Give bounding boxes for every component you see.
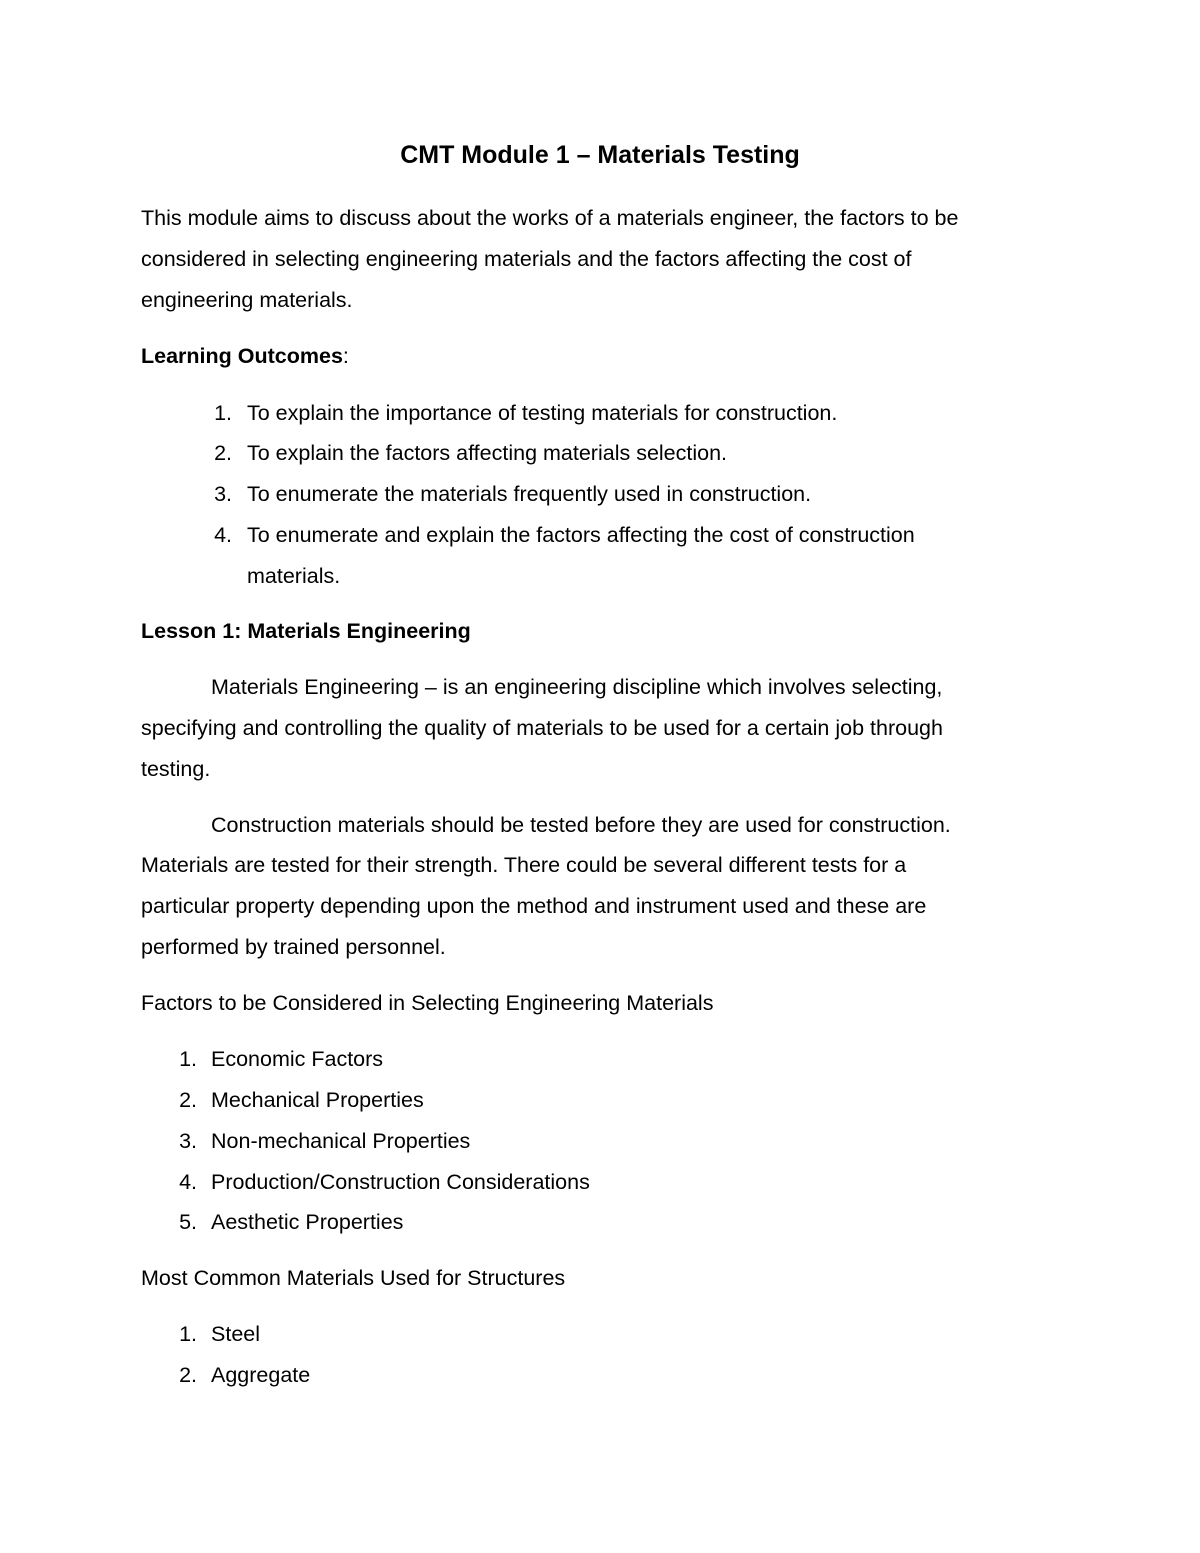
outcome-number: 2. — [214, 441, 232, 465]
outcome-item-1: To explain the importance of testing materials for construction. — [247, 401, 838, 425]
factor-item-4: Production/Construction Considerations — [211, 1170, 590, 1194]
factor-number: 2. — [179, 1088, 197, 1112]
lesson-1-para-1-line-2: specifying and controlling the quality of materials to be used for a certain job through — [141, 716, 943, 740]
page-title: CMT Module 1 – Materials Testing — [400, 141, 800, 169]
outcome-number: 4. — [214, 523, 232, 547]
outcome-item-3: To enumerate the materials frequently used in construction. — [247, 482, 812, 506]
factor-item-3: Non-mechanical Properties — [211, 1129, 471, 1153]
factor-item-2: Mechanical Properties — [211, 1088, 424, 1112]
lesson-1-para-2-line-2: Materials are tested for their strength. There could be several different tests for a — [141, 853, 907, 877]
lesson-1-para-2-line-3: particular property depending upon the method and instrument used and these are — [141, 894, 927, 918]
common-materials-heading: Most Common Materials Used for Structures — [141, 1266, 566, 1290]
factor-number: 3. — [179, 1129, 197, 1153]
intro-line-2: considered in selecting engineering materials and the factors affecting the cost of — [141, 247, 912, 271]
learning-outcomes-heading-colon: : — [342, 344, 349, 368]
lesson-1-para-1-line-3: testing. — [141, 757, 211, 781]
lesson-1-para-2-line-1: Construction materials should be tested before they are used for construction. — [211, 813, 951, 837]
factor-number: 1. — [179, 1047, 197, 1071]
outcome-item-4-line-1: To enumerate and explain the factors affecting the cost of construction — [247, 523, 915, 547]
material-number: 1. — [179, 1322, 197, 1346]
lesson-1-heading: Lesson 1: Materials Engineering — [141, 619, 471, 643]
intro-line-3: engineering materials. — [141, 288, 353, 312]
factors-heading: Factors to be Considered in Selecting Engineering Materials — [141, 991, 714, 1015]
factor-number: 4. — [179, 1170, 197, 1194]
learning-outcomes-heading — [141, 346, 349, 368]
outcome-item-2: To explain the factors affecting materials selection. — [247, 441, 728, 465]
factor-item-5: Aesthetic Properties — [211, 1210, 404, 1234]
material-item-2: Aggregate — [211, 1363, 311, 1387]
factor-number: 5. — [179, 1210, 197, 1234]
lesson-1-para-2-line-4: performed by trained personnel. — [141, 935, 446, 959]
intro-line-1: This module aims to discuss about the works of a materials engineer, the factors to be — [141, 206, 959, 230]
outcome-number: 1. — [214, 401, 232, 425]
factor-item-1: Economic Factors — [211, 1047, 384, 1071]
learning-outcomes-heading-text: Learning Outcomes — [141, 344, 343, 368]
outcome-number: 3. — [214, 482, 232, 506]
lesson-1-para-1-line-1: Materials Engineering – is an engineering discipline which involves selecting, — [211, 675, 943, 699]
outcome-item-4-line-2: materials. — [247, 564, 341, 588]
material-item-1: Steel — [211, 1322, 261, 1346]
material-number: 2. — [179, 1363, 197, 1387]
